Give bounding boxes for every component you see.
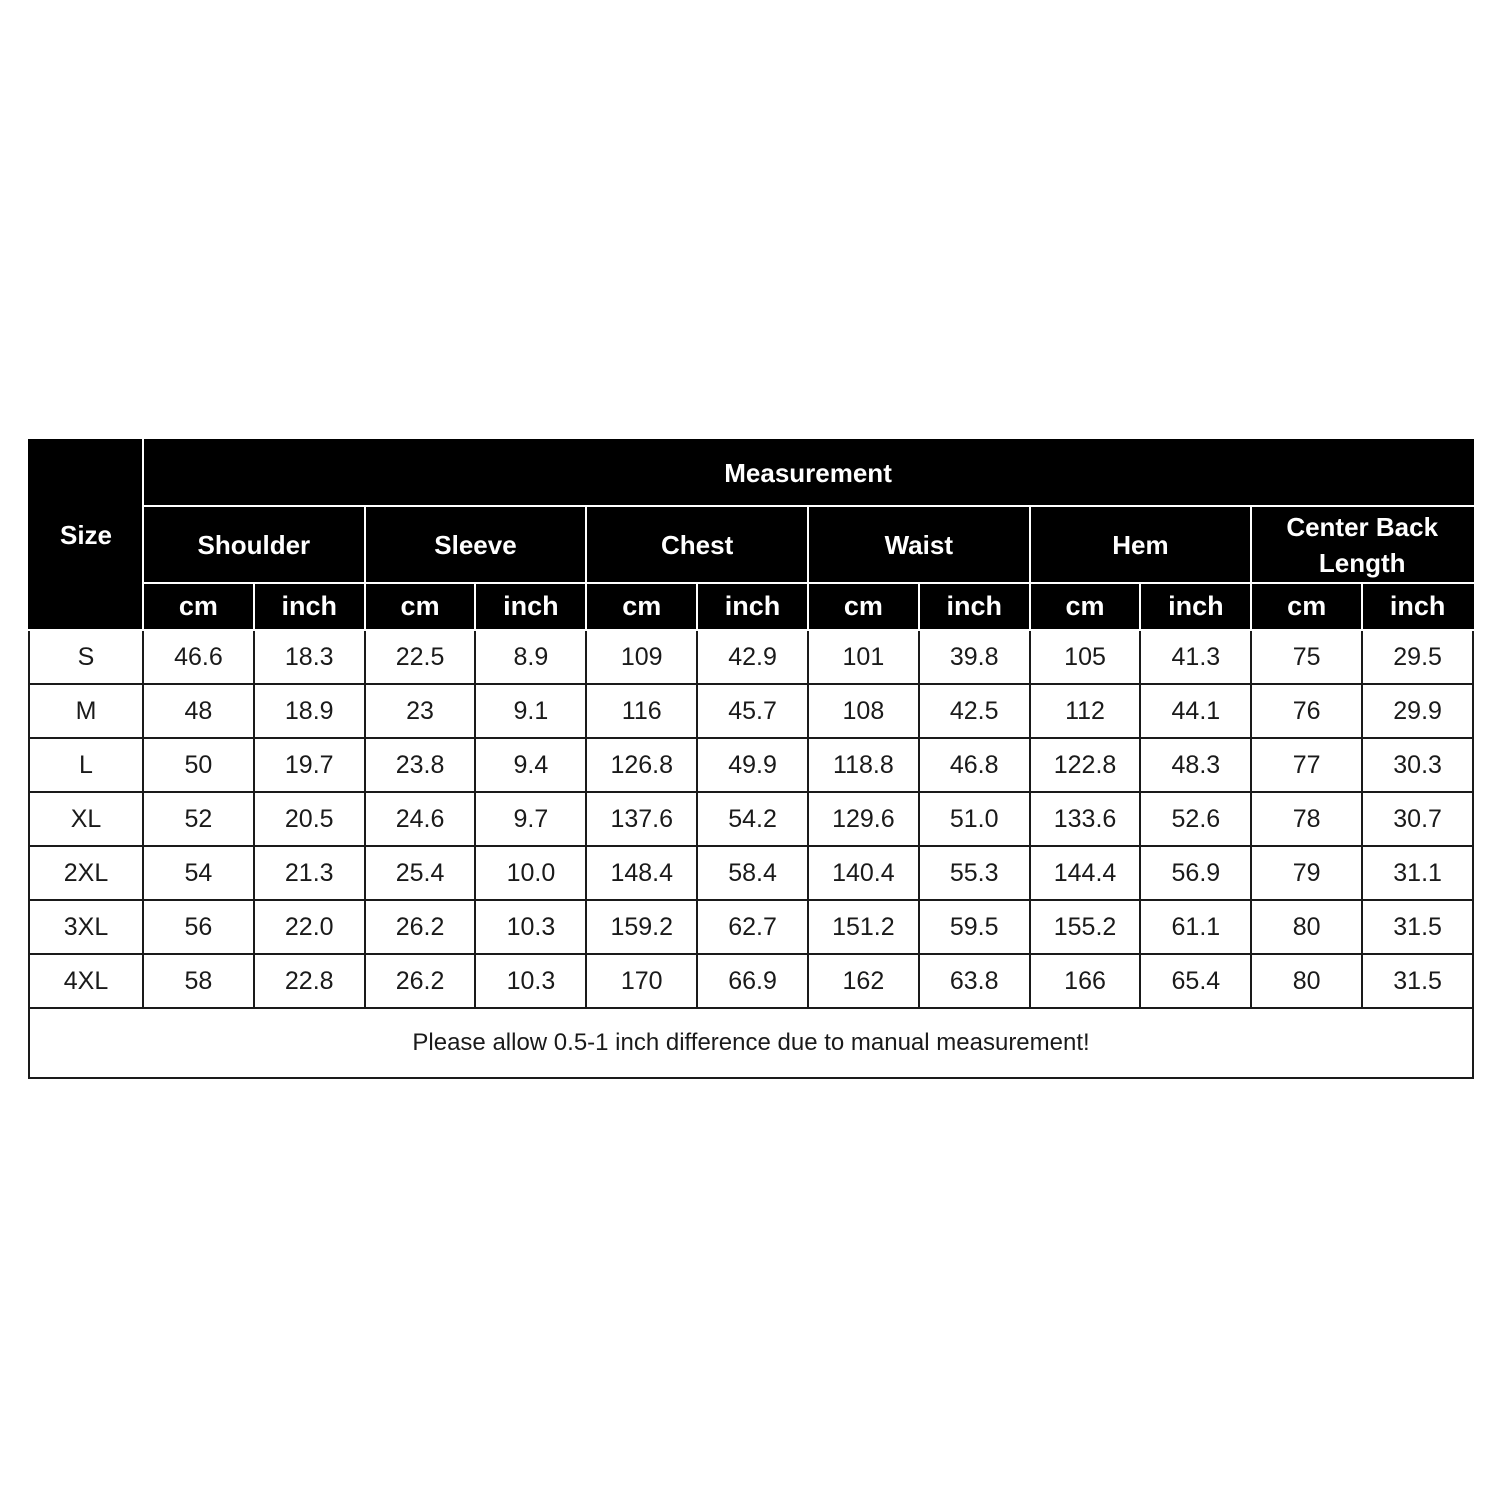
value-cell: 29.9 xyxy=(1362,684,1473,738)
size-cell: 2XL xyxy=(29,846,143,900)
value-cell: 122.8 xyxy=(1030,738,1141,792)
value-cell: 44.1 xyxy=(1140,684,1251,738)
value-cell: 126.8 xyxy=(586,738,697,792)
size-chart-table xyxy=(28,439,1474,1079)
value-cell: 159.2 xyxy=(586,900,697,954)
value-cell: 30.3 xyxy=(1362,738,1473,792)
size-cell: 3XL xyxy=(29,900,143,954)
value-cell: 9.4 xyxy=(475,738,586,792)
value-cell: 31.1 xyxy=(1362,846,1473,900)
size-cell: 4XL xyxy=(29,954,143,1008)
unit-header-cm: cm xyxy=(808,583,919,630)
value-cell: 66.9 xyxy=(697,954,808,1008)
value-cell: 20.5 xyxy=(254,792,365,846)
measurement-note: Please allow 0.5-1 inch difference due to manual measurement! xyxy=(29,1008,1473,1078)
unit-header-cm: cm xyxy=(143,583,254,630)
value-cell: 9.7 xyxy=(475,792,586,846)
value-cell: 129.6 xyxy=(808,792,919,846)
value-cell: 166 xyxy=(1030,954,1141,1008)
size-cell: L xyxy=(29,738,143,792)
unit-header-inch: inch xyxy=(697,583,808,630)
value-cell: 133.6 xyxy=(1030,792,1141,846)
value-cell: 48.3 xyxy=(1140,738,1251,792)
table-row xyxy=(29,900,1473,954)
value-cell: 80 xyxy=(1251,954,1362,1008)
value-cell: 56.9 xyxy=(1140,846,1251,900)
group-header-hem: Hem xyxy=(1030,506,1252,583)
value-cell: 39.8 xyxy=(919,630,1030,684)
value-cell: 41.3 xyxy=(1140,630,1251,684)
unit-header-cm: cm xyxy=(1030,583,1141,630)
value-cell: 30.7 xyxy=(1362,792,1473,846)
unit-header-cm: cm xyxy=(1251,583,1362,630)
unit-header-inch: inch xyxy=(919,583,1030,630)
value-cell: 58 xyxy=(143,954,254,1008)
value-cell: 162 xyxy=(808,954,919,1008)
value-cell: 23 xyxy=(365,684,476,738)
value-cell: 10.3 xyxy=(475,900,586,954)
unit-header-cm: cm xyxy=(365,583,476,630)
value-cell: 170 xyxy=(586,954,697,1008)
value-cell: 151.2 xyxy=(808,900,919,954)
value-cell: 108 xyxy=(808,684,919,738)
value-cell: 22.8 xyxy=(254,954,365,1008)
size-cell: XL xyxy=(29,792,143,846)
value-cell: 18.9 xyxy=(254,684,365,738)
size-header: Size xyxy=(29,440,143,630)
value-cell: 76 xyxy=(1251,684,1362,738)
value-cell: 78 xyxy=(1251,792,1362,846)
value-cell: 79 xyxy=(1251,846,1362,900)
value-cell: 65.4 xyxy=(1140,954,1251,1008)
value-cell: 46.6 xyxy=(143,630,254,684)
table-row xyxy=(29,954,1473,1008)
value-cell: 109 xyxy=(586,630,697,684)
unit-header-inch: inch xyxy=(1140,583,1251,630)
value-cell: 155.2 xyxy=(1030,900,1141,954)
value-cell: 50 xyxy=(143,738,254,792)
value-cell: 144.4 xyxy=(1030,846,1141,900)
value-cell: 23.8 xyxy=(365,738,476,792)
group-header-shoulder: Shoulder xyxy=(143,506,365,583)
value-cell: 19.7 xyxy=(254,738,365,792)
group-header-sleeve: Sleeve xyxy=(365,506,587,583)
group-header-waist: Waist xyxy=(808,506,1030,583)
value-cell: 105 xyxy=(1030,630,1141,684)
value-cell: 54 xyxy=(143,846,254,900)
value-cell: 55.3 xyxy=(919,846,1030,900)
value-cell: 31.5 xyxy=(1362,954,1473,1008)
size-cell: M xyxy=(29,684,143,738)
value-cell: 10.3 xyxy=(475,954,586,1008)
value-cell: 22.0 xyxy=(254,900,365,954)
value-cell: 42.5 xyxy=(919,684,1030,738)
value-cell: 63.8 xyxy=(919,954,1030,1008)
value-cell: 8.9 xyxy=(475,630,586,684)
value-cell: 45.7 xyxy=(697,684,808,738)
value-cell: 52.6 xyxy=(1140,792,1251,846)
size-table-body xyxy=(29,630,1473,1008)
value-cell: 80 xyxy=(1251,900,1362,954)
value-cell: 61.1 xyxy=(1140,900,1251,954)
value-cell: 9.1 xyxy=(475,684,586,738)
value-cell: 118.8 xyxy=(808,738,919,792)
value-cell: 10.0 xyxy=(475,846,586,900)
value-cell: 52 xyxy=(143,792,254,846)
table-row xyxy=(29,684,1473,738)
value-cell: 48 xyxy=(143,684,254,738)
unit-header-inch: inch xyxy=(254,583,365,630)
unit-header-inch: inch xyxy=(1362,583,1473,630)
value-cell: 137.6 xyxy=(586,792,697,846)
table-row xyxy=(29,738,1473,792)
value-cell: 59.5 xyxy=(919,900,1030,954)
value-cell: 26.2 xyxy=(365,954,476,1008)
value-cell: 42.9 xyxy=(697,630,808,684)
value-cell: 58.4 xyxy=(697,846,808,900)
table-row xyxy=(29,846,1473,900)
size-cell: S xyxy=(29,630,143,684)
value-cell: 21.3 xyxy=(254,846,365,900)
value-cell: 77 xyxy=(1251,738,1362,792)
value-cell: 18.3 xyxy=(254,630,365,684)
value-cell: 54.2 xyxy=(697,792,808,846)
value-cell: 46.8 xyxy=(919,738,1030,792)
value-cell: 62.7 xyxy=(697,900,808,954)
value-cell: 116 xyxy=(586,684,697,738)
value-cell: 49.9 xyxy=(697,738,808,792)
group-header-chest: Chest xyxy=(586,506,808,583)
value-cell: 56 xyxy=(143,900,254,954)
unit-header-inch: inch xyxy=(475,583,586,630)
value-cell: 25.4 xyxy=(365,846,476,900)
value-cell: 29.5 xyxy=(1362,630,1473,684)
table-row xyxy=(29,630,1473,684)
value-cell: 101 xyxy=(808,630,919,684)
value-cell: 31.5 xyxy=(1362,900,1473,954)
value-cell: 22.5 xyxy=(365,630,476,684)
value-cell: 26.2 xyxy=(365,900,476,954)
value-cell: 24.6 xyxy=(365,792,476,846)
unit-header-cm: cm xyxy=(586,583,697,630)
value-cell: 51.0 xyxy=(919,792,1030,846)
table-row xyxy=(29,792,1473,846)
measurement-header: Measurement xyxy=(143,440,1473,506)
group-header-center-back-length: Center Back Length xyxy=(1251,506,1473,583)
value-cell: 112 xyxy=(1030,684,1141,738)
value-cell: 75 xyxy=(1251,630,1362,684)
value-cell: 140.4 xyxy=(808,846,919,900)
value-cell: 148.4 xyxy=(586,846,697,900)
